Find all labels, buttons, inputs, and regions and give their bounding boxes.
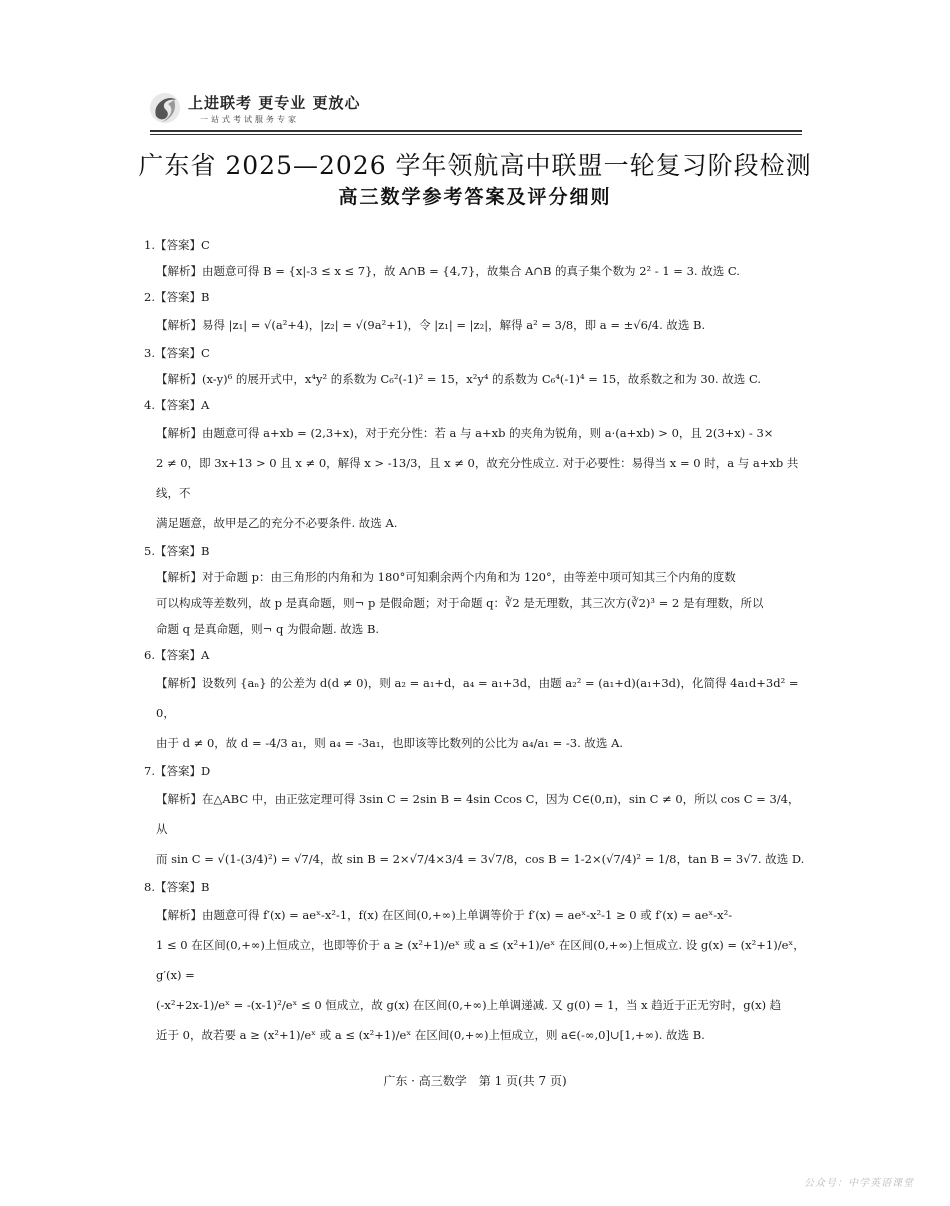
explanation: 【解析】由题意可得 f′(x) = aeˣ-x²-1，f(x) 在区间(0,+∞)上单调等价于 f′(x) = aeˣ-x²-1 ≥ 0 或 f′(x) = aeˣ-x²- 1 ≤ 0 在区间(0,+∞)上恒成立，也即等价于 a ≥ (x²+1)/eˣ 或 a ≤ (x²+1)/eˣ 在区间(0,+∞)上恒成立. 设 g(x) = (x²+1)/eˣ，g′(x) = (-x²+2x-1)/eˣ = -(x-1)²/eˣ ≤ 0 恒成立，故 g(x) 在区间(0,+∞)上单调递减. 又 g(0) = 1，当 x 趋近于正无穷时，g(x) 趋 近于 0，故若要 a ≥ (x²+1)/eˣ 或 a ≤ (x²+1)/eˣ 在区间(0,+∞)上恒成立，则 a∈(-∞,0]∪[1,+∞). 故选 B. [156,908,805,1042]
explanation: 【解析】对于命题 p：由三角形的内角和为 180°可知剩余两个内角和为 120°，由等差中项可知其三个内角的度数 可以构成等差数列，故 p 是真命题，则¬ p 是假命题；对于命题 q：∛2 是无理数，其三次方(∛2)³ = 2 是有理数，所以 命题 q 是真命题，则¬ q 为假命题. 故选 B. [156,570,764,636]
explanation: 【解析】(x-y)⁶ 的展开式中，x⁴y² 的系数为 C₆²(-1)² = 15，x²y⁴ 的系数为 C₆⁴(-1)⁴ = 15，故系数之和为 30. 故选 C. [156,372,761,386]
logo-swirl-icon [148,88,182,128]
explanation: 【解析】由题意可得 B = {x|-3 ≤ x ≤ 7}，故 A∩B = {4,7}，故集合 A∩B 的真子集个数为 2² - 1 = 3. 故选 C. [156,264,740,278]
question-7 [144,758,806,874]
explanation: 【解析】易得 |z₁| = √(a²+4)，|z₂| = √(9a²+1)，令 |z₁| = |z₂|，解得 a² = 3/8，即 a = ±√6/4. 故选 B. [156,318,706,332]
question-4 [144,392,806,538]
answer-line: 8.【答案】B [144,880,210,894]
answer-line: 3.【答案】C [144,346,210,360]
question-3 [144,340,806,392]
answer-line: 6.【答案】A [144,648,210,662]
header-rule-thin [150,134,802,135]
explanation: 【解析】由题意可得 a+xb = (2,3+x)，对于充分性：若 a 与 a+xb 的夹角为锐角，则 a·(a+xb) > 0，且 2(3+x) - 3× 2 ≠ 0，即 3x+13 > 0 且 x ≠ 0，解得 x > -13/3，且 x ≠ 0，故充分性成立. 对于必要性：易得当 x = 0 时，a 与 a+xb 共线，不 满足题意，故甲是乙的充分不必要条件. 故选 A. [156,426,799,530]
question-8 [144,874,806,1050]
header-logo [148,88,808,132]
slogan: 上进联考 更专业 更放心 [188,94,361,112]
question-2 [144,284,806,340]
question-5 [144,538,806,642]
page-footer: 广东 · 高三数学 第 1 页(共 7 页) [383,1074,567,1088]
header-rule-thick [150,130,802,132]
question-6 [144,642,806,758]
answer-line: 1.【答案】C [144,238,210,252]
question-1 [144,232,806,284]
explanation: 【解析】设数列 {aₙ} 的公差为 d(d ≠ 0)，则 a₂ = a₁+d，a₄ = a₁+3d，由题 a₂² = (a₁+d)(a₁+3d)，化简得 4a₁d+3d² = 0， 由于 d ≠ 0，故 d = -4/3 a₁，则 a₄ = -3a₁，也即该等比数列的公比为 a₄/a₁ = -3. 故选 A. [156,676,799,750]
answer-line: 4.【答案】A [144,398,210,412]
subslogan: 一站式考试服务专家 [200,115,299,124]
answer-line: 2.【答案】B [144,290,210,304]
explanation: 【解析】在△ABC 中，由正弦定理可得 3sin C = 2sin B = 4sin Ccos C，因为 C∈(0,π)，sin C ≠ 0，所以 cos C = 3/4，从 而 sin C = √(1-(3/4)²) = √7/4，故 sin B = 2×√7/4×3/4 = 3√7/8，cos B = 1-2×(√7/4)² = 1/8，tan B = 3√7. 故选 D. [156,792,805,866]
answer-line: 5.【答案】B [144,544,210,558]
answer-list [144,232,806,1050]
page-subtitle: 高三数学参考答案及评分细则 [338,186,612,208]
watermark: 公众号：中学英语课堂 [804,1178,914,1189]
page-title: 广东省 2025—2026 学年领航高中联盟一轮复习阶段检测 [138,151,812,180]
answer-line: 7.【答案】D [144,764,211,778]
